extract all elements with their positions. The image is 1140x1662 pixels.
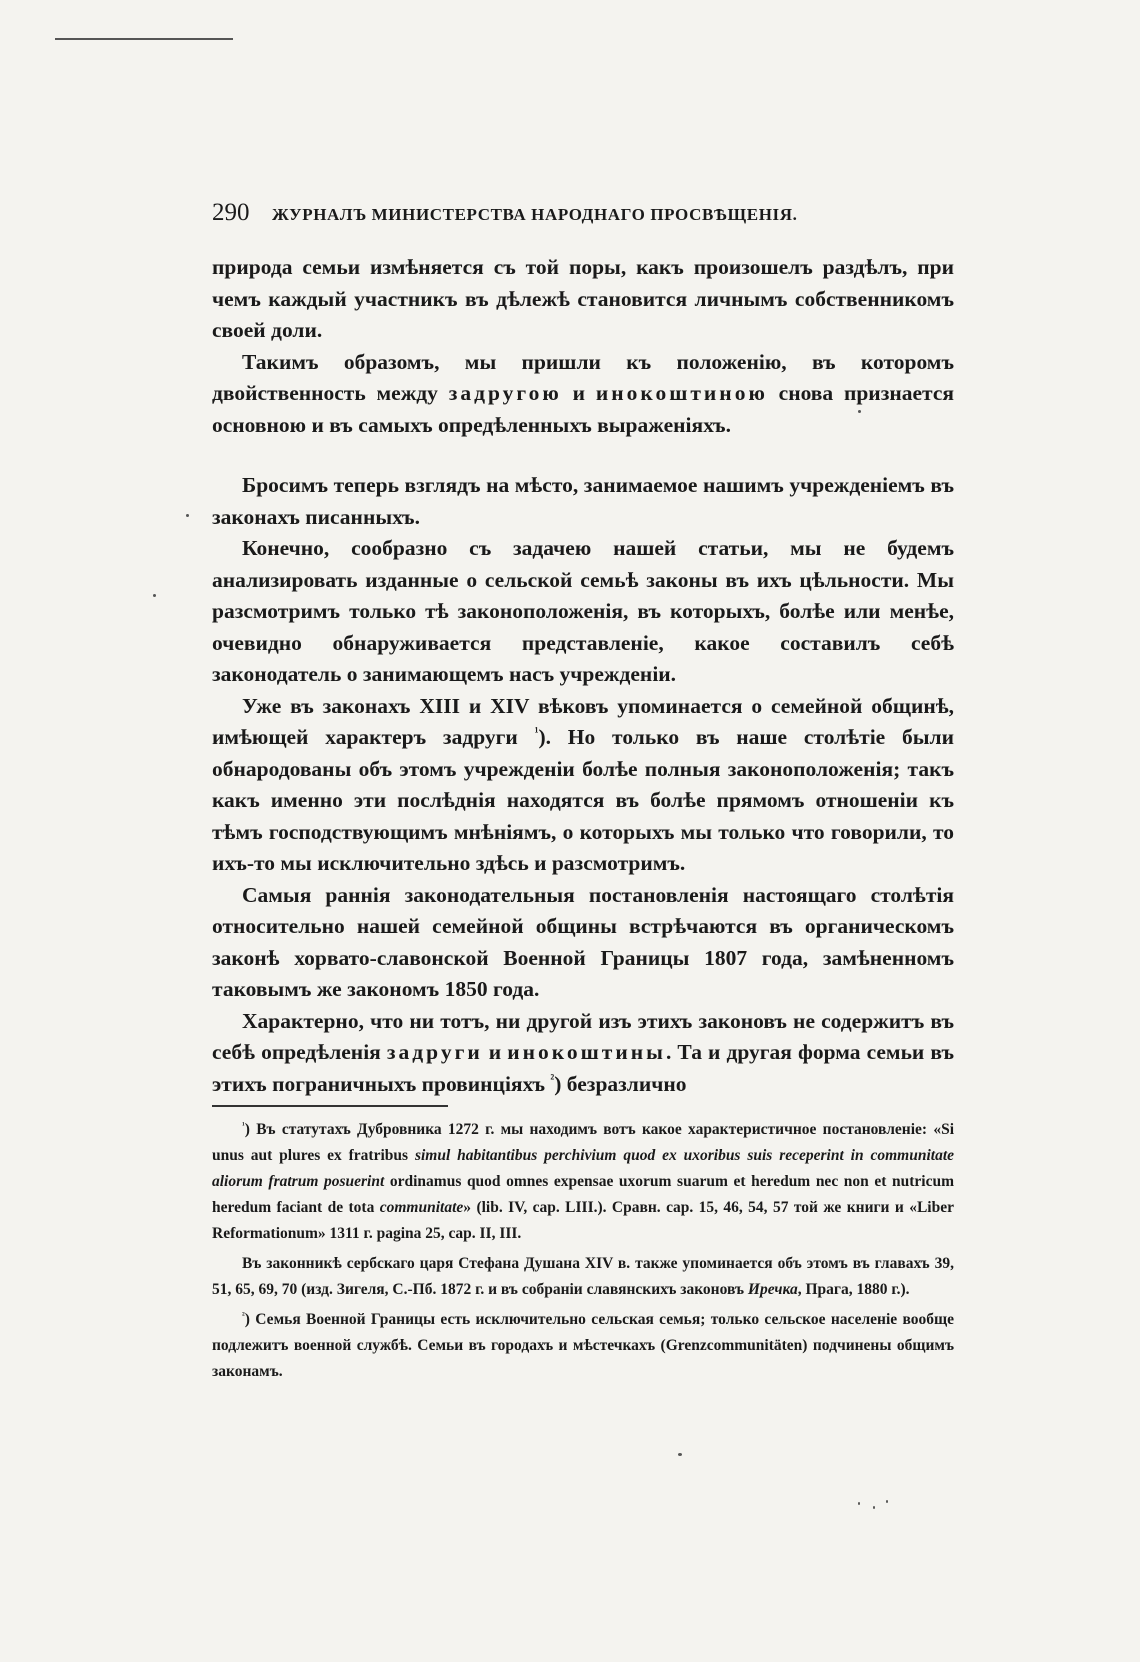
paragraph-5 (212, 691, 954, 880)
journal-title: ЖУРНАЛЪ МИНИСТЕРСТВА НАРОДНАГО ПРОСВѢЩЕНІЯ. (272, 205, 798, 224)
text-run: ) Въ статутахъ Дубровника 1272 г. мы находимъ вотъ какое характеристичное постановленіе: «Si unus aut plures ex fratribus (212, 1121, 954, 1164)
paragraph-4: Конечно, сообразно съ задачею нашей статьи, мы не будемъ анализировать изданные о сельской семьѣ законы въ ихъ цѣльности. Мы разсмотримъ только тѣ законоположенія, въ которыхъ, болѣе или менѣе, очевидно обнаруживается представленіе, какое составилъ себѣ законодатель о занимающемъ насъ учрежденіи. (212, 536, 954, 686)
spaced-term-zadrugi: задруги (386, 1040, 483, 1064)
main-text (212, 252, 954, 1100)
running-header (212, 198, 954, 228)
scan-speck (678, 1453, 682, 1456)
scan-speck (153, 594, 156, 597)
text-run: ) Семья Военной Границы есть исключительно сельская семья; только сельское населеніе вообще подлежитъ военной службѣ. Семьи въ городахъ и мѣстечкахъ (Grenzcommunitäten) подчинены общимъ законамъ. (212, 1311, 954, 1380)
text-run: и (561, 381, 596, 405)
page-number: 290 (212, 199, 250, 226)
text-run: ). Но только въ наше столѣтіе были обнародованы объ этомъ учрежденіи болѣе полныя законоположенія; такъ какъ именно эти послѣднія находятся въ болѣе прямомъ отношеніи къ тѣмъ господствующимъ мнѣніямъ, о которыхъ мы только что говорили, то ихъ-то мы исключительно здѣсь и разсмотримъ. (212, 725, 954, 875)
latin-quote-italic: simul habitantibus perchivium quod ex uxoribus suis receperint in communitate aliorum fratrum posuerint (212, 1147, 954, 1190)
paragraph-7 (212, 1006, 954, 1101)
text-run: ordinamus quod omnes expensae uxorum suarum et heredum nec non et nutricum heredum faciant de tota (212, 1173, 955, 1216)
text-run: . Та и другая форма семьи въ этихъ пограничныхъ провинціяхъ (212, 1040, 955, 1096)
spaced-term-zadruga: задругою (448, 381, 562, 405)
paragraph-6: Самыя раннія законодательныя постановленія настоящаго столѣтія относительно нашей семейной общины встрѣчаются въ органическомъ законѣ хорвато-славонской Военной Границы 1807 года, замѣненномъ таковымъ же закономъ 1850 года. (212, 882, 954, 1001)
text-run: снова признается основною и въ самыхъ опредѣленныхъ выраженіяхъ. (212, 381, 955, 437)
text-run: Такимъ образомъ, мы пришли къ положенію, въ которомъ двойственность между (212, 349, 954, 405)
scan-speck (186, 514, 189, 517)
scan-speck (873, 1506, 875, 1509)
footnote-ref-2: ² (550, 1071, 555, 1086)
scan-speck (886, 1500, 888, 1503)
footnote-mark-1: ¹ (242, 1120, 245, 1131)
footnote-1-continued (212, 1251, 954, 1303)
paragraph-3: Бросимъ теперь взглядъ на мѣсто, занимаемое нашимъ учрежденіемъ въ законахъ писанныхъ. (212, 473, 954, 529)
text-run: » (lib. IV, cap. LIII.). Сравн. cap. 15, 46, 54, 57 той же книги и «Liber Reformationum» 1311 г. pagina 25, cap. II, III. (212, 1199, 954, 1242)
text-run: Въ законникѣ сербскаго царя Стефана Душана XIV в. также упоминается объ этомъ въ главахъ 39, 51, 65, 69, 70 (изд. Зигеля, С.-Пб. 1872 г. и въ собраніи славянскихъ законовъ (212, 1255, 954, 1298)
spaced-term-inokoshtiny: инокоштины (507, 1040, 666, 1064)
footnote-1 (212, 1117, 954, 1247)
scan-speck (858, 410, 861, 413)
footnote-mark-2: ² (242, 1310, 245, 1321)
top-edge-rule (55, 38, 233, 40)
author-name-italic: Иречка (747, 1281, 798, 1298)
text-run: Характерно, что ни тотъ, ни другой изъ этихъ законовъ не содержитъ въ себѣ опредѣленія (212, 1008, 954, 1064)
text-run: Уже въ законахъ XIII и XIV вѣковъ упоминается о семейной общинѣ, имѣющей характеръ задруги (212, 693, 954, 749)
footnote-separator (212, 1105, 448, 1107)
text-run: ) безразлично (554, 1071, 687, 1096)
paragraph-2 (212, 347, 954, 442)
scan-speck (858, 1502, 860, 1505)
latin-term-italic: communitate (379, 1199, 464, 1216)
text-run: , Прага, 1880 г.). (797, 1281, 910, 1298)
footnotes (212, 1117, 954, 1389)
paragraph-1: природа семьи измѣняется съ той поры, какъ произошелъ раздѣлъ, при чемъ каждый участникъ въ дѣлежѣ становится личнымъ собственникомъ своей доли. (212, 255, 954, 342)
spaced-term-inokoshtina: инокоштиною (595, 381, 768, 405)
text-run: и (482, 1040, 508, 1064)
footnote-2 (212, 1307, 954, 1385)
footnote-ref-1: ¹ (534, 724, 539, 739)
